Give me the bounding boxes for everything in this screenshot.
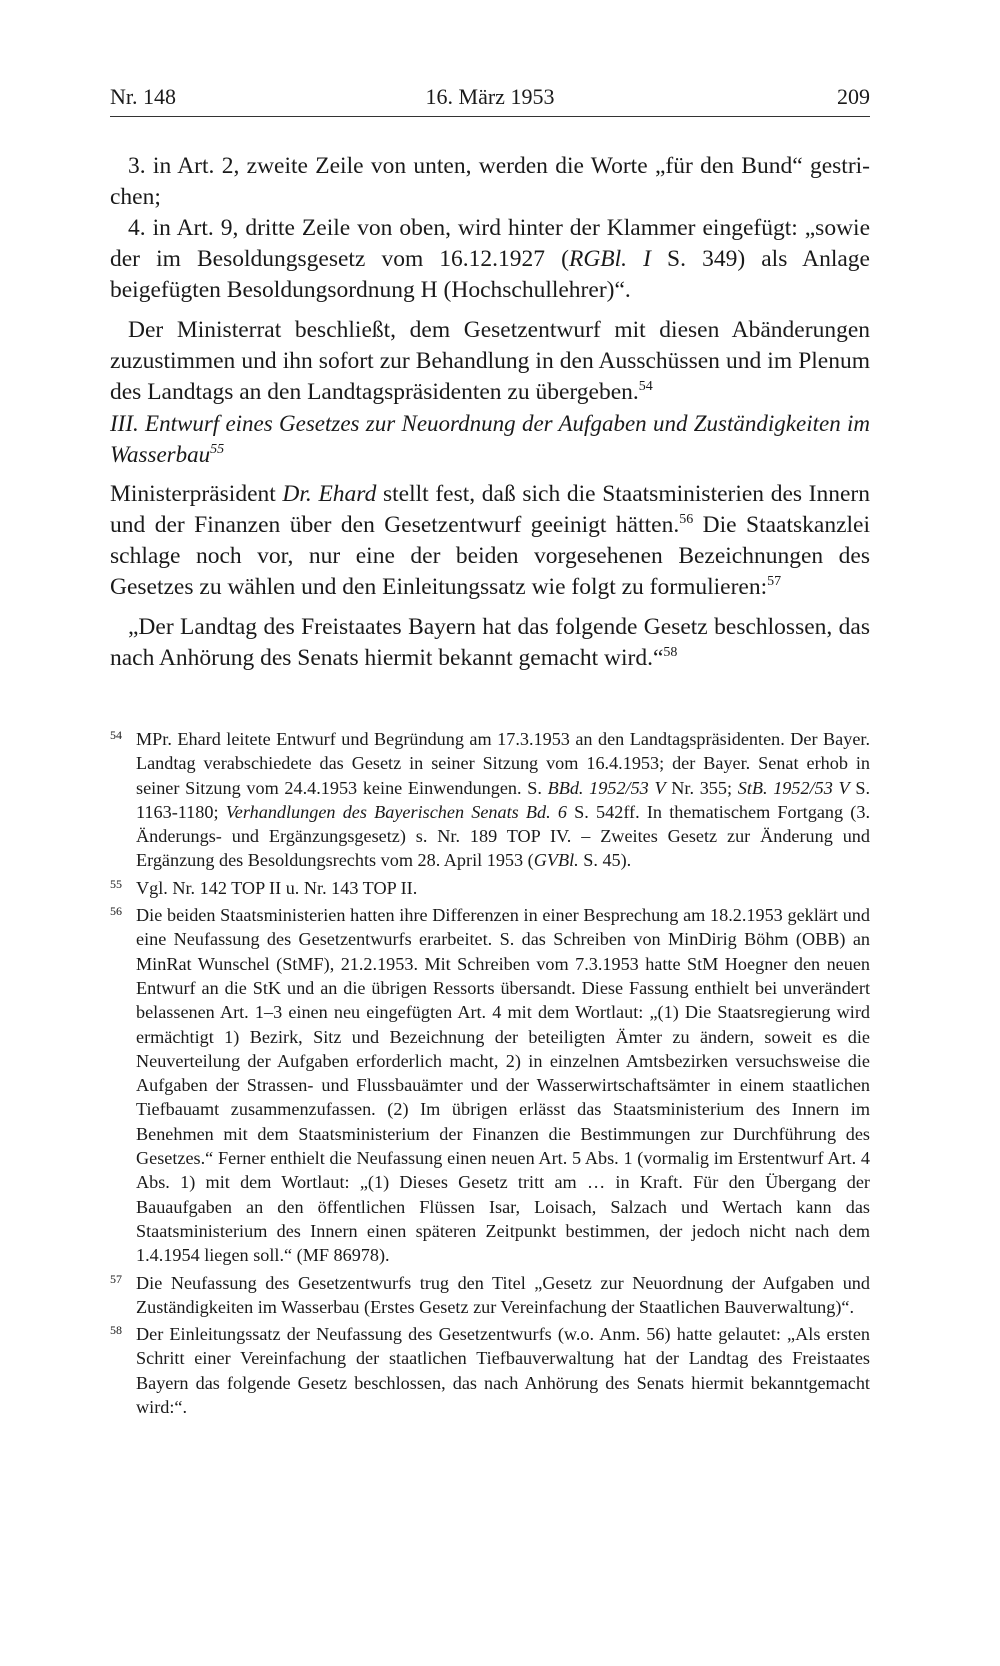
- footnote-number: 58: [110, 1323, 122, 1338]
- footnote-55: 55 Vgl. Nr. 142 TOP II u. Nr. 143 TOP II.: [110, 876, 870, 900]
- footnote-number: 54: [110, 728, 122, 742]
- page-header: [110, 84, 870, 118]
- header-document-number: Nr. 148: [110, 84, 176, 109]
- footnote-number: 57: [110, 1271, 122, 1286]
- footnote-ref-54[interactable]: 54: [638, 379, 653, 394]
- header-date: 16. März 1953: [425, 84, 555, 109]
- footnote-58: 58 Der Einleitungssatz der Neufassung des Gesetzentwurfs (w.o. Anm. 56) hatte gelautet: „Als ersten Schritt einer Vereinfachung der staatlichen Tiefbauverwaltung hat der Landtag des Freistaates Bayern das folgende Gesetz beschlossen, das nach Anhörung des Senats hiermit bekanntgemacht wird:“.: [110, 1322, 870, 1419]
- footnote-ref-56[interactable]: 56: [679, 512, 694, 527]
- footnote-number: 55: [110, 876, 122, 891]
- header-rule: [110, 116, 870, 117]
- footnote-54: 54 MPr. Ehard leitete Entwurf und Begründung am 17.3.1953 an den Landtagspräsidenten. Der Bayer. Landtag verabschiedete das Gesetz in seiner Sitzung vom 16.4.1953; der Bayer. Senat erhob in seiner Sitzung vom 24.4.1953 keine Einwendungen. S. BBd. 1952/53 V Nr. 355; StB. 1952/53 V S. 1163-1180; Verhandlungen des Bayerischen Senats Bd. 6 S. 542ff. In thematischem Fortgang (3. Änderungs- und Ergänzungsgesetz) s. Nr. 189 TOP IV. – Zweites Gesetz zur Änderung und Ergänzung des Besoldungsrechts vom 28. April 1953 (GVBl. S. 45).: [110, 727, 870, 873]
- paragraph-ehard: Ministerpräsident Dr. Ehard stellt fest, daß sich die Staatsministerien des Innern und der Finanzen über den Gesetzentwurf geeinigt hätten.$^{56}$ Die Staatskanzlei schlage noch vor, nur eine der beiden vorgesehenen Bezeichnungen des Gesetzes zu wählen und den Einleitungssatz wie folgt zu formulieren:$^{57}$: [110, 481, 871, 600]
- header-page-number: 209: [837, 84, 870, 109]
- footnotes: [110, 727, 870, 1422]
- footnote-56: 56 Die beiden Staatsministerien hatten ihre Differenzen in einer Besprechung am 18.2.1953 geklärt und eine Neufassung des Gesetzentwurfs erarbeitet. S. das Schreiben von MinDirig Böhm (OBB) an MinRat Wunschel (StMF), 21.2.1953. Mit Schreiben vom 7.3.1953 hatte StM Hoegner den neuen Entwurf an die StK und an die übrigen Ressorts übersandt. Diese Fassung enthielt bei unverändert belassenen Art. 1–3 einen neu eingefügten Art. 4 mit dem Wortlaut: „(1) Die Staatsregierung wird ermächtigt 1) Bezirk, Sitz und Bezeichnung der beteiligten Ämter zu ändern, soweit es die Neuverteilung der Aufgaben erforderlich macht, 2) in einzelnen Amtsbezirken versuchsweise die Aufgaben der Strassen- und Flussbauämter und der Wasserwirtschaftsämter in einem staatlichen Tiefbauamt zusammenzufassen. (2) Im übrigen erlässt das Staatsministerium des Innern im Benehmen mit dem Staatsministerium der Finanzen die Bestimmungen zur Durchführung des Gesetzes.“ Ferner enthielt die Neufassung einen neuen Art. 5 Abs. 1 (vormalig im Erstentwurf Art. 4 Abs. 1) mit dem Wortlaut: „(1) Dieses Gesetz tritt am … in Kraft. Für den Übergang der Bauaufgaben an den öffentlichen Flüssen Isar, Loisach, Salzach und Wertach kann das Staatsministerium des Innern einen späteren Zeitpunkt bestimmen, der jedoch nicht nach dem 1.4.1954 liegen soll.“ (MF 86978).: [110, 903, 870, 1267]
- footnote-ref-58[interactable]: 58: [663, 645, 678, 660]
- section-heading: III. Entwurf eines Gesetzes zur Neuordnung der Aufgaben und Zuständigkeiten im Wasserbau$^{55}$: [110, 411, 870, 467]
- main-text: [110, 151, 870, 674]
- paragraph-art9: 4. in Art. 9, dritte Zeile von oben, wird hinter der Klammer eingefügt: „sowie der im Besoldungsgesetz vom 16.12.1927 (RGBl. I S. 349) als Anlage beigefügten Besoldungsordnung H (Hochschullehrer)“.: [110, 215, 870, 303]
- paragraph-art2: 3. in Art. 2, zweite Zeile von unten, werden die Worte „für den Bund“ gestrichen;: [110, 153, 870, 210]
- paragraph-decision: Der Ministerrat beschließt, dem Gesetzentwurf mit diesen Abänderungen zuzustimmen und ihn sofort zur Behandlung in den Ausschüssen und im Plenum des Landtags an den Landtagspräsidenten zu übergeben.$^{54}$: [110, 317, 870, 405]
- footnote-ref-55[interactable]: 55: [210, 442, 225, 457]
- footnote-ref-57[interactable]: 57: [767, 574, 782, 589]
- paragraph-quote: „Der Landtag des Freistaates Bayern hat das folgende Gesetz beschlossen, das nach Anhörung des Senats hiermit bekannt gemacht wird.“$^{58}$: [110, 614, 870, 671]
- footnote-57: 57 Die Neufassung des Gesetzentwurfs trug den Titel „Gesetz zur Neuordnung der Aufgaben und Zuständigkeiten im Wasserbau (Erstes Gesetz zur Vereinfachung der Staatlichen Bauverwaltung)“.: [110, 1271, 870, 1320]
- footnote-number: 56: [110, 904, 122, 919]
